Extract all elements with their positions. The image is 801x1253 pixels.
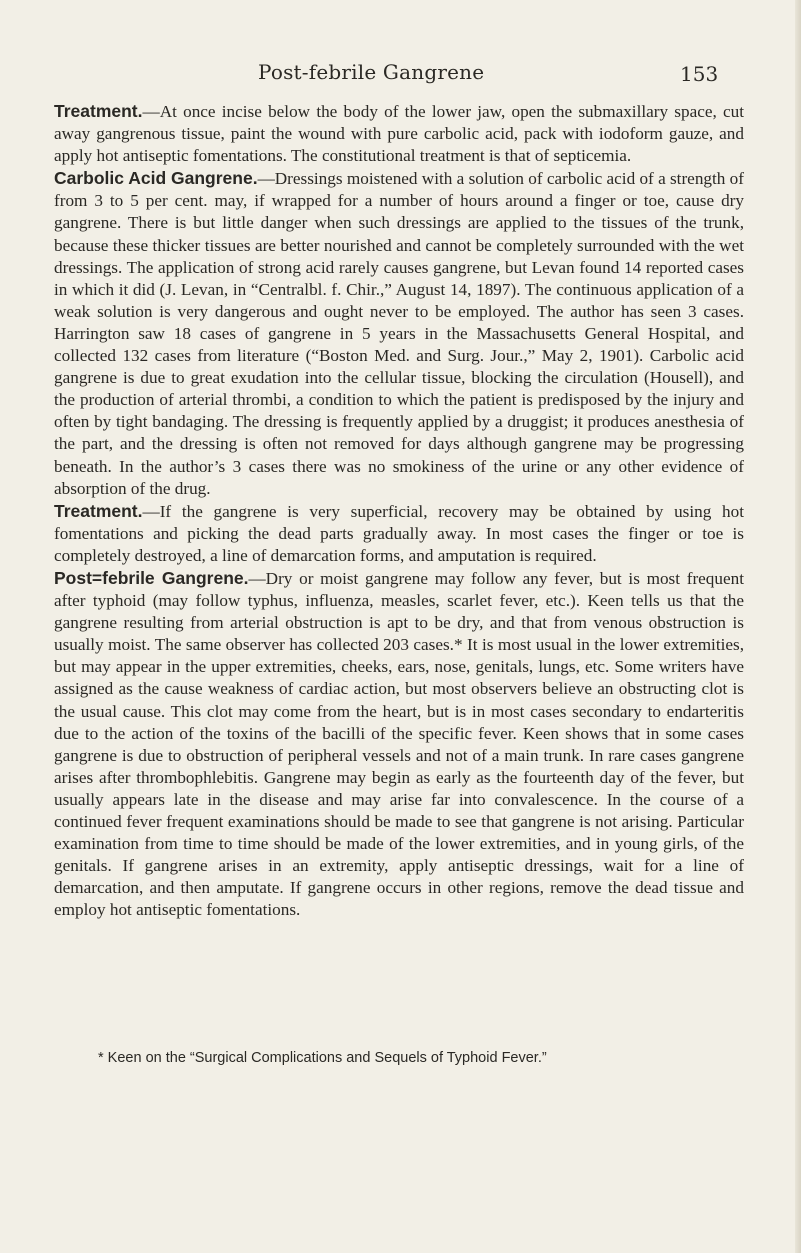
body-text bbox=[54, 100, 744, 921]
heading-treatment-2: Treatment. bbox=[54, 500, 143, 521]
heading-carbolic-acid-gangrene: Carbolic Acid Gangrene. bbox=[54, 168, 258, 189]
paragraph-text: —Dry or moist gangrene may follow any fever, but is most frequent after typhoid (may follow typhus, influenza, measles, scarlet fever, etc.). Keen tells us that the gangrene resulting from arterial obstruction is apt to be dry, and that from venous obstruction is usually moist. The same observer has collected 203 cases.* It is most usual in the lower extremities, but may appear in the upper extremities, cheeks, ears, nose, genitals, lungs, etc. Some writers have assigned as the cause weakness of cardiac action, but most observers believe an obstructing clot is the usual cause. This clot may come from the heart, but is in most cases secondary to endarteritis due to the action of the toxins of the bacilli of the specific fever. Keen shows that in some cases gangrene is due to obstruction of peripheral vessels and not of a main trunk. In rare cases gangrene arises after thrombophlebitis. Gangrene may begin as early as the fourteenth day of the fever, but usually appears late in the disease and may arise far into convalescence. In the course of a continued fever frequent examinations should be made to see that gangrene is not arising. Particular examination from time to time should be made of the lower extremities, and in young girls, of the genitals. If gangrene arises in an extremity, apply antiseptic dressings, wait for a line of demarcation, and then amputate. If gangrene occurs in other regions, remove the dead tissue and employ hot antiseptic fomentations. bbox=[54, 568, 744, 920]
paragraph-post-febrile-gangrene bbox=[54, 567, 744, 922]
paragraph-text: —If the gangrene is very superficial, recovery may be obtained by using hot fomentations and picking the dead parts gradually away. In most cases the finger or toe is completely destroyed, a line of demarcation forms, and amputation is required. bbox=[54, 501, 744, 565]
paragraph-treatment-jaw bbox=[54, 100, 744, 167]
paragraph-treatment-carbolic bbox=[54, 500, 744, 567]
page-edge bbox=[795, 0, 801, 1253]
page-number: 153 bbox=[680, 62, 719, 86]
footnote: * Keen on the “Surgical Complications and Sequels of Typhoid Fever.” bbox=[98, 1050, 547, 1066]
heading-post-febrile-gangrene: Post=febrile Gangrene. bbox=[54, 567, 249, 588]
heading-treatment-1: Treatment. bbox=[54, 101, 143, 121]
page-header bbox=[0, 56, 801, 96]
paragraph-text: —At once incise below the body of the lower jaw, open the submaxillary space, cut away gangrenous tissue, paint the wound with pure carbolic acid, pack with iodoform gauze, and apply hot antiseptic fomentations. The constitutional treatment is that of septicemia. bbox=[54, 102, 744, 166]
paragraph-carbolic-acid-gangrene bbox=[54, 167, 744, 499]
running-title: Post-febrile Gangrene bbox=[258, 60, 485, 84]
paragraph-text: —Dressings moistened with a solution of carbolic acid of a strength of from 3 to 5 per cent. may, if wrapped for a number of hours around a finger or toe, cause dry gangrene. There is but little danger when such dressings are applied to the tissues of the trunk, because these thicker tissues are better nourished and cannot be completely surrounded with the wet dressings. The application of strong acid rarely causes gangrene, but Levan found 14 reported cases in which it did (J. Levan, in “Centralbl. f. Chir.,” August 14, 1897). The continuous application of a weak solution is very dangerous and ought never to be employed. The author has seen 3 cases. Harrington saw 18 cases of gangrene in 5 years in the Massachusetts General Hospital, and collected 132 cases from literature (“Boston Med. and Surg. Jour.,” May 2, 1901). Carbolic acid gangrene is due to great exudation into the cellular tissue, blocking the circulation (Housell), and the production of arterial thrombi, a condition to which the patient is predisposed by the injury and often by tight bandaging. The dressing is frequently applied by a druggist; it produces anesthesia of the part, and the dressing is often not removed for days although gangrene may be progressing beneath. In the author’s 3 cases there was no smokiness of the urine or any other evidence of absorption of the drug. bbox=[54, 169, 744, 498]
